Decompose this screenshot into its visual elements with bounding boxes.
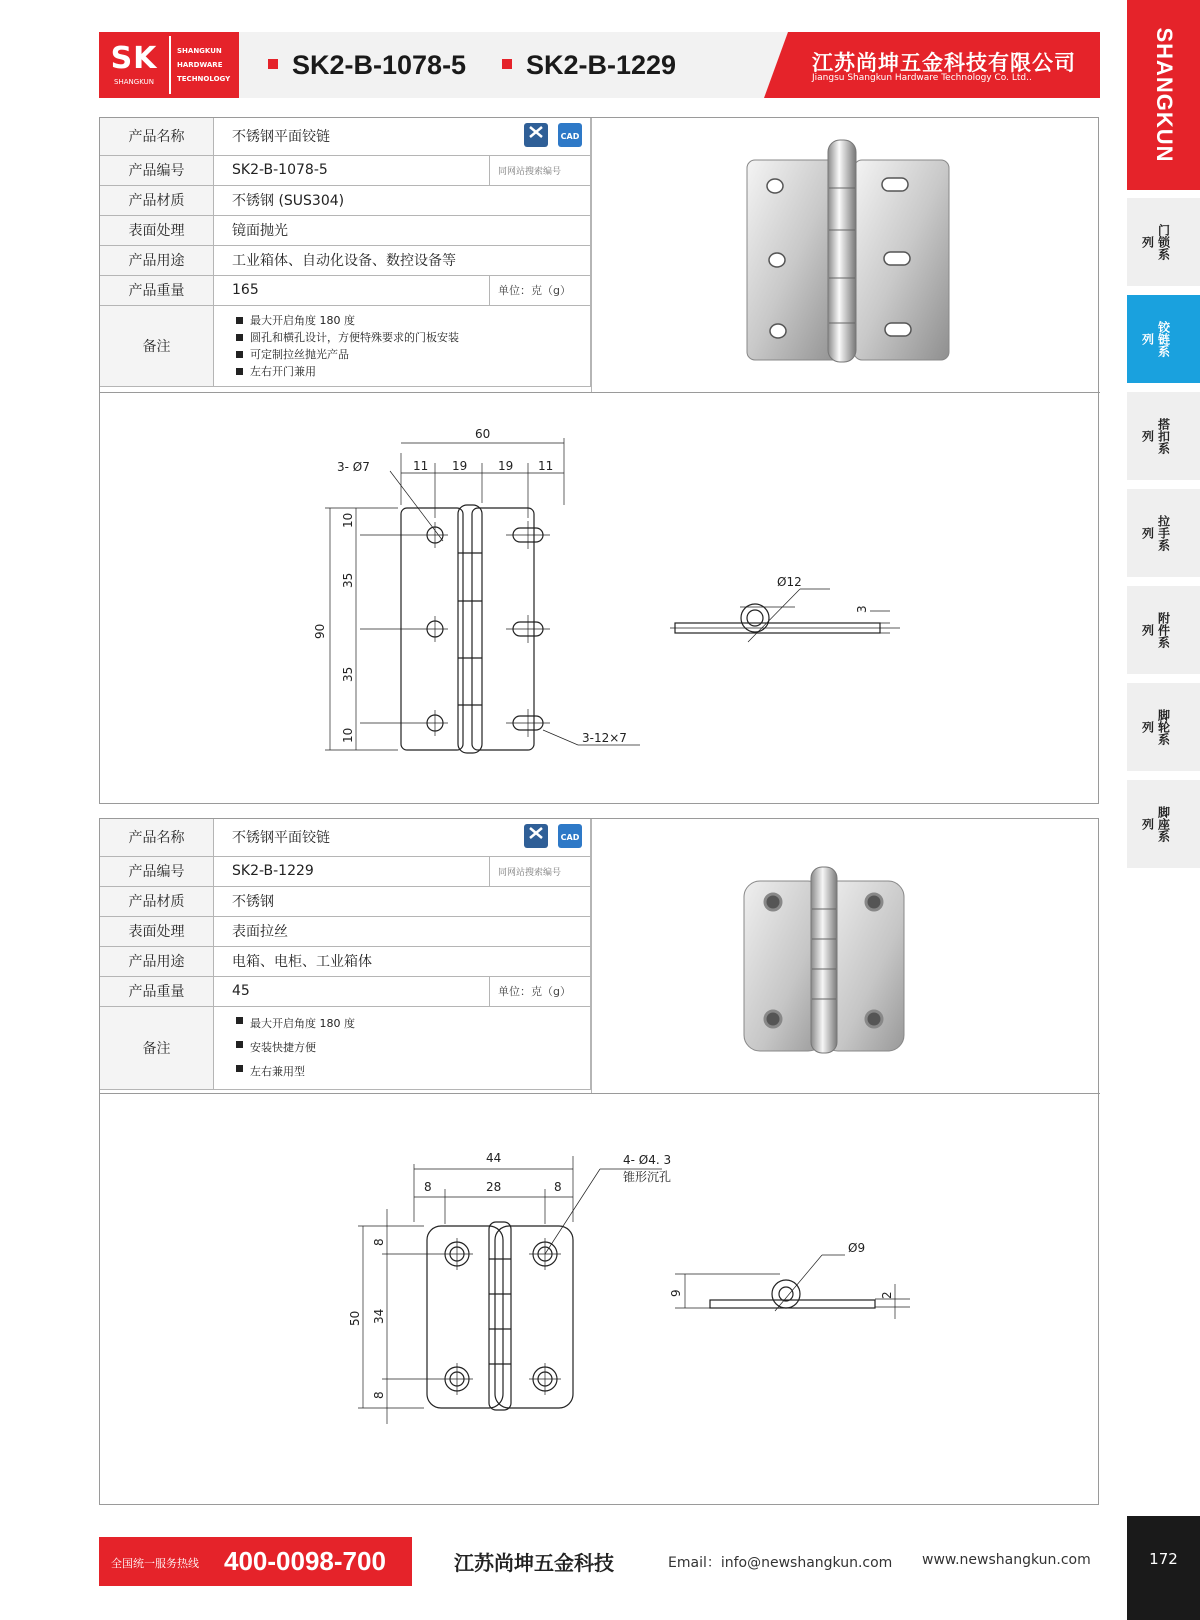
product-name-cell — [214, 118, 591, 155]
product-weight: 45 — [214, 976, 490, 1006]
dim-holes: 3- Ø7 — [337, 460, 370, 474]
label-finish: 表面处理 — [100, 916, 214, 946]
label-weight: 产品重量 — [100, 275, 214, 305]
company-name-cn: 江苏尚坤五金科技有限公司 — [812, 51, 1076, 75]
dim-knuckle: Ø12 — [777, 575, 802, 589]
label-material: 产品材质 — [100, 185, 214, 215]
product-finish: 镜面抛光 — [214, 215, 591, 245]
remark-item: 左右兼用型 — [250, 1060, 590, 1084]
spec-table — [100, 819, 591, 1090]
remark-item: 最大开启角度 180 度 — [250, 1012, 590, 1036]
remarks-list — [234, 1012, 590, 1084]
hotline-number[interactable]: 400-0098-700 — [224, 1546, 386, 1576]
weight-unit: 单位：克（g） — [490, 275, 591, 305]
label-code: 产品编号 — [100, 856, 214, 886]
side-tab-accessories[interactable] — [1127, 586, 1200, 674]
remark-item: 安装快捷方便 — [250, 1036, 590, 1060]
technical-drawing-1 — [100, 392, 1100, 804]
remark-item: 可定制拉丝抛光产品 — [250, 346, 590, 363]
logo-mark — [99, 32, 169, 98]
side-tab-label: 铰链系列 — [1140, 321, 1171, 357]
dim-knuckle: Ø9 — [848, 1241, 866, 1255]
stainless-badge-icon — [524, 824, 548, 848]
dim-span: 28 — [486, 1180, 502, 1194]
dim-width: 60 — [475, 427, 491, 441]
product-name: 不锈钢平面铰链 — [232, 830, 330, 847]
dim-holes-line1: 4- Ø4. 3 — [623, 1153, 672, 1167]
label-weight: 产品重量 — [100, 976, 214, 1006]
hotline-label: 全国统一服务热线 — [111, 1557, 199, 1570]
dim-right-margin: 11 — [538, 459, 554, 473]
footer-website[interactable]: www.newshangkun.com — [922, 1552, 1091, 1568]
product-photo-1 — [591, 118, 1101, 392]
logo-divider — [169, 36, 171, 94]
bullet-square — [268, 59, 278, 69]
brand-logo — [99, 32, 239, 98]
label-usage: 产品用途 — [100, 245, 214, 275]
hinge-photo-illustration — [592, 118, 1101, 392]
side-tab-hasps[interactable] — [1127, 392, 1200, 480]
footer-company: 江苏尚坤五金科技 — [454, 1551, 614, 1575]
side-tab-door-locks[interactable] — [1127, 198, 1200, 286]
side-tab-feet[interactable] — [1127, 780, 1200, 868]
cad-download-icon[interactable]: CAD — [558, 123, 582, 147]
dim-leaf-height: 9 — [669, 1289, 683, 1297]
side-tab-label: 门锁系列 — [1140, 224, 1171, 260]
dim-bottom: 10 — [341, 727, 355, 743]
side-tab-casters[interactable] — [1127, 683, 1200, 771]
spec-table — [100, 118, 591, 387]
dim-thickness: 3 — [855, 605, 869, 613]
remarks-cell — [214, 1006, 591, 1089]
side-brand-text: SHANGKUN — [1151, 27, 1177, 163]
product-weight: 165 — [214, 275, 490, 305]
logo-line: SHANGKUN — [177, 47, 222, 55]
side-tab-label: 搭扣系列 — [1140, 418, 1171, 454]
side-tab-handles[interactable] — [1127, 489, 1200, 577]
dim-right-span: 19 — [498, 459, 514, 473]
logo-text: SK — [110, 41, 158, 76]
dim-left-margin: 8 — [424, 1180, 432, 1194]
side-tab-label: 拉手系列 — [1140, 515, 1171, 551]
product-finish: 表面拉丝 — [214, 916, 591, 946]
side-tab-hinges[interactable] — [1127, 295, 1200, 383]
logo-english — [177, 44, 230, 86]
hinge-photo-illustration — [592, 819, 1101, 1093]
weight-unit: 单位：克（g） — [490, 976, 591, 1006]
dimension-drawing — [100, 393, 1100, 804]
cad-download-icon[interactable]: CAD — [558, 824, 582, 848]
product-code: SK2-B-1229 — [214, 856, 490, 886]
page-number: 172 — [1127, 1516, 1200, 1620]
dim-mid1: 35 — [341, 572, 355, 588]
remarks-list — [234, 312, 590, 380]
product-usage: 工业箱体、自动化设备、数控设备等 — [214, 245, 591, 275]
side-tab-label: 脚座系列 — [1140, 806, 1171, 842]
company-name-en: Jiangsu Shangkun Hardware Technology Co. Ltd.. — [812, 73, 1032, 83]
dim-thickness: 2 — [880, 1291, 894, 1299]
label-material: 产品材质 — [100, 886, 214, 916]
dim-height: 90 — [313, 623, 327, 639]
side-tab-label: 脚轮系列 — [1140, 709, 1171, 745]
dim-mid2: 35 — [341, 666, 355, 682]
dim-left-margin: 11 — [413, 459, 429, 473]
dim-top: 8 — [372, 1238, 386, 1246]
hotline-banner — [99, 1537, 412, 1586]
stainless-badge-icon — [524, 123, 548, 147]
dim-top: 10 — [341, 512, 355, 528]
remark-item: 左右开门兼用 — [250, 363, 590, 380]
product-section-1 — [99, 117, 1099, 804]
model-code: SK2-B-1229 — [526, 50, 677, 80]
product-code: SK2-B-1078-5 — [214, 155, 490, 185]
product-material: 不锈钢 — [214, 886, 591, 916]
product-section-2 — [99, 818, 1099, 1505]
search-note: 同网站搜索编号 — [490, 155, 591, 185]
label-usage: 产品用途 — [100, 946, 214, 976]
logo-subtext: SHANGKUN — [114, 78, 154, 86]
remark-item: 最大开启角度 180 度 — [250, 312, 590, 329]
footer-email[interactable]: Email：info@newshangkun.com — [668, 1555, 893, 1571]
dim-width: 44 — [486, 1151, 502, 1165]
side-tab-label: 附件系列 — [1140, 612, 1171, 648]
product-material: 不锈钢 (SUS304) — [214, 185, 591, 215]
technical-drawing-2 — [100, 1093, 1100, 1505]
dim-right-margin: 8 — [554, 1180, 562, 1194]
dim-height: 50 — [348, 1310, 362, 1326]
product-usage: 电箱、电柜、工业箱体 — [214, 946, 591, 976]
label-finish: 表面处理 — [100, 215, 214, 245]
model-title-1 — [268, 50, 466, 81]
dimension-drawing — [100, 1094, 1100, 1505]
dim-slots: 3-12×7 — [582, 731, 627, 745]
product-name: 不锈钢平面铰链 — [232, 129, 330, 146]
dim-holes-line2: 锥形沉孔 — [623, 1170, 672, 1184]
logo-line: TECHNOLOGY — [177, 75, 231, 83]
bullet-square — [502, 59, 512, 69]
remark-item: 圆孔和横孔设计，方便特殊要求的门板安装 — [250, 329, 590, 346]
label-name: 产品名称 — [100, 819, 214, 856]
model-title-2 — [502, 50, 676, 81]
label-name: 产品名称 — [100, 118, 214, 155]
logo-line: HARDWARE — [177, 61, 223, 69]
dim-mid: 34 — [372, 1308, 386, 1324]
dim-left-span: 19 — [452, 459, 468, 473]
product-name-cell — [214, 819, 591, 856]
side-brand-tab — [1127, 0, 1200, 190]
remarks-cell — [214, 305, 591, 386]
label-remarks: 备注 — [100, 1006, 214, 1089]
model-code: SK2-B-1078-5 — [292, 50, 467, 80]
label-remarks: 备注 — [100, 305, 214, 386]
label-code: 产品编号 — [100, 155, 214, 185]
dim-bottom: 8 — [372, 1391, 386, 1399]
search-note: 同网站搜索编号 — [490, 856, 591, 886]
product-photo-2 — [591, 819, 1101, 1093]
